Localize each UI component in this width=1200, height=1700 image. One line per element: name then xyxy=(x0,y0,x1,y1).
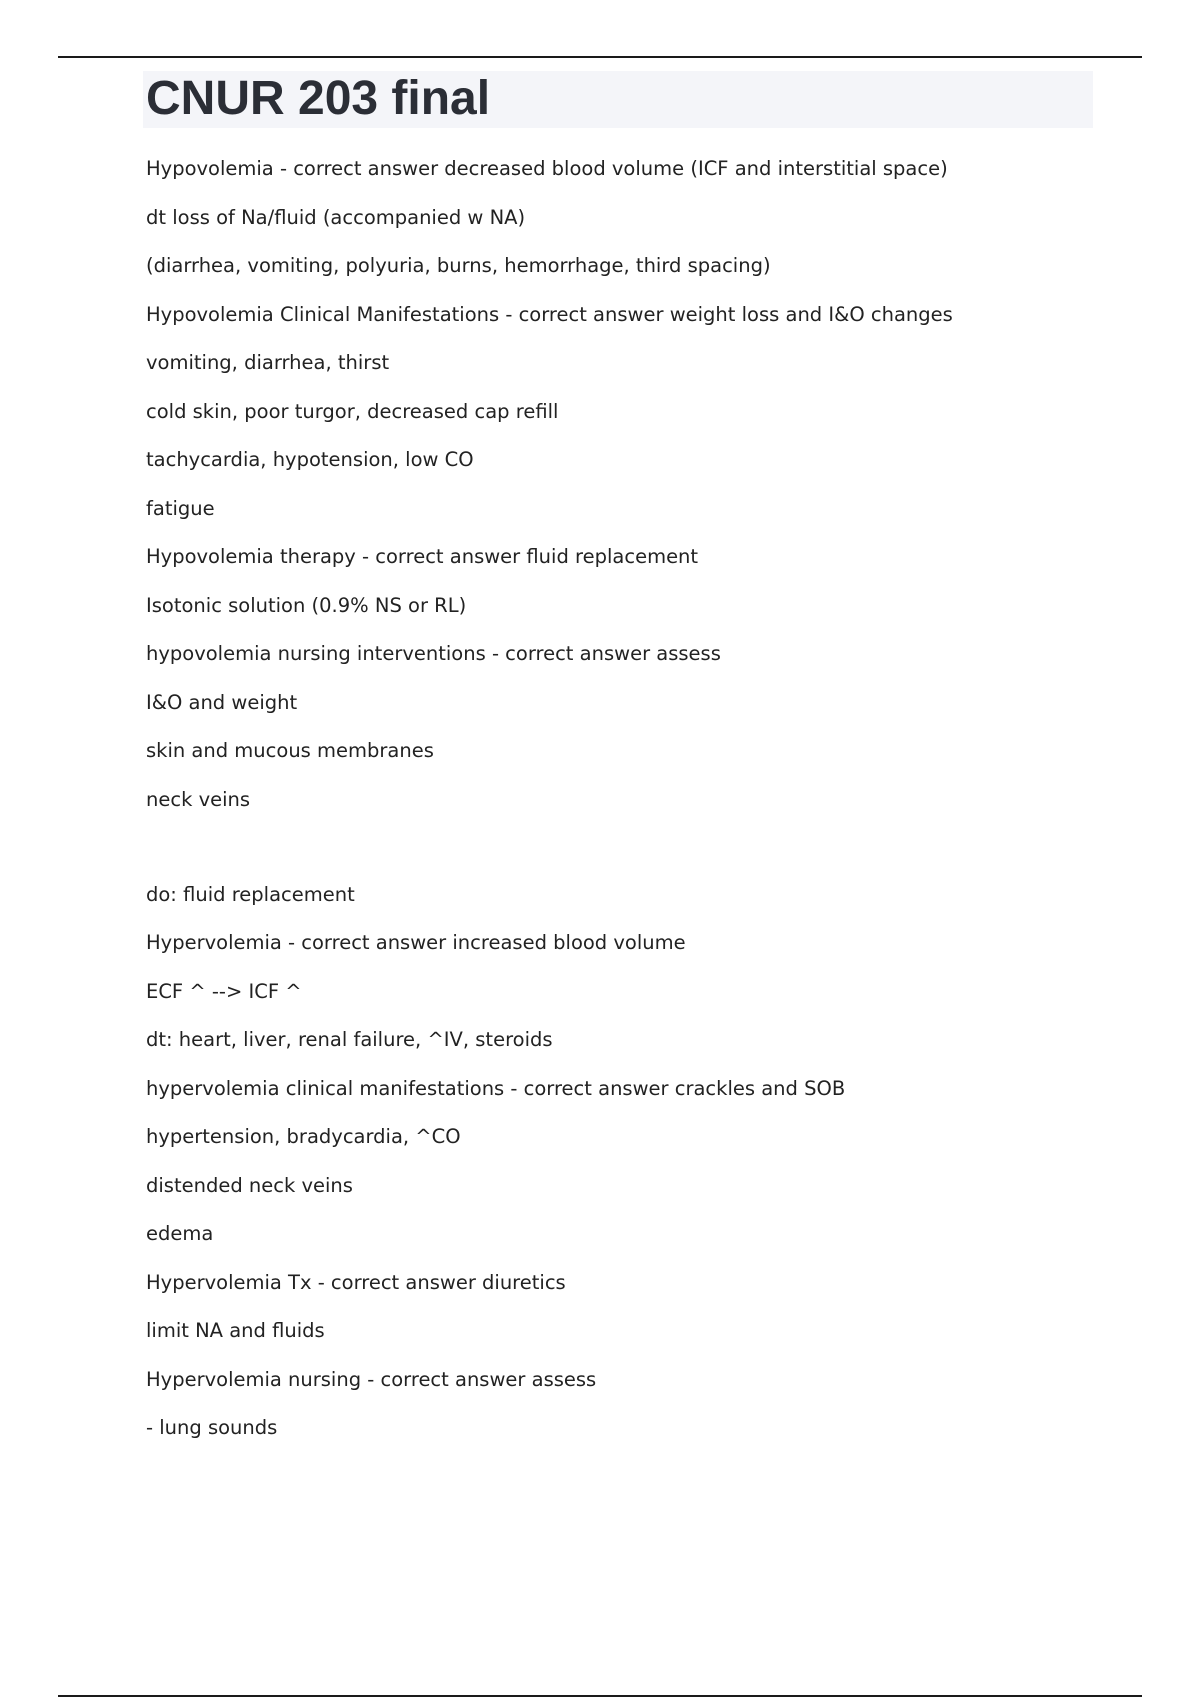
text-line: cold skin, poor turgor, decreased cap refill xyxy=(146,399,559,423)
text-line: Hypovolemia therapy - correct answer fluid replacement xyxy=(146,545,699,568)
text-line: I&O and weight xyxy=(146,690,298,714)
text-line: (diarrhea, vomiting, polyuria, burns, hemorrhage, third spacing) xyxy=(146,254,771,277)
text-line: Hypovolemia - correct answer decreased blood volume (ICF and interstitial space) xyxy=(146,157,948,180)
text-line: ECF ^ --> ICF ^ xyxy=(146,979,302,1003)
text-line: Hypervolemia nursing - correct answer assess xyxy=(146,1367,597,1391)
document-body xyxy=(146,154,1096,1462)
text-line: skin and mucous membranes xyxy=(146,739,434,762)
text-line: edema xyxy=(146,1222,214,1245)
top-divider xyxy=(58,56,1142,58)
text-line: hypovolemia nursing interventions - correct answer assess xyxy=(146,642,721,665)
text-line: do: fluid replacement xyxy=(146,882,355,906)
bottom-divider xyxy=(58,1695,1142,1697)
text-line: Hypovolemia Clinical Manifestations - correct answer weight loss and I&O changes xyxy=(146,302,953,326)
text-line: limit NA and fluids xyxy=(146,1319,325,1342)
text-line: Hypervolemia Tx - correct answer diuretics xyxy=(146,1270,566,1294)
text-line: tachycardia, hypotension, low CO xyxy=(146,448,474,471)
text-line: - lung sounds xyxy=(146,1416,278,1439)
text-line: Hypervolemia - correct answer increased blood volume xyxy=(146,931,686,954)
text-line: dt: heart, liver, renal failure, ^IV, steroids xyxy=(146,1028,553,1051)
document-title: CNUR 203 final xyxy=(146,72,491,125)
text-line: Isotonic solution (0.9% NS or RL) xyxy=(146,593,467,617)
text-line: neck veins xyxy=(146,787,251,811)
text-line: fatigue xyxy=(146,496,215,520)
text-line: vomiting, diarrhea, thirst xyxy=(146,351,390,374)
text-line: distended neck veins xyxy=(146,1173,353,1197)
text-line: hypertension, bradycardia, ^CO xyxy=(146,1125,461,1148)
text-line: dt loss of Na/fluid (accompanied w NA) xyxy=(146,205,526,229)
text-line: hypervolemia clinical manifestations - correct answer crackles and SOB xyxy=(146,1076,846,1100)
